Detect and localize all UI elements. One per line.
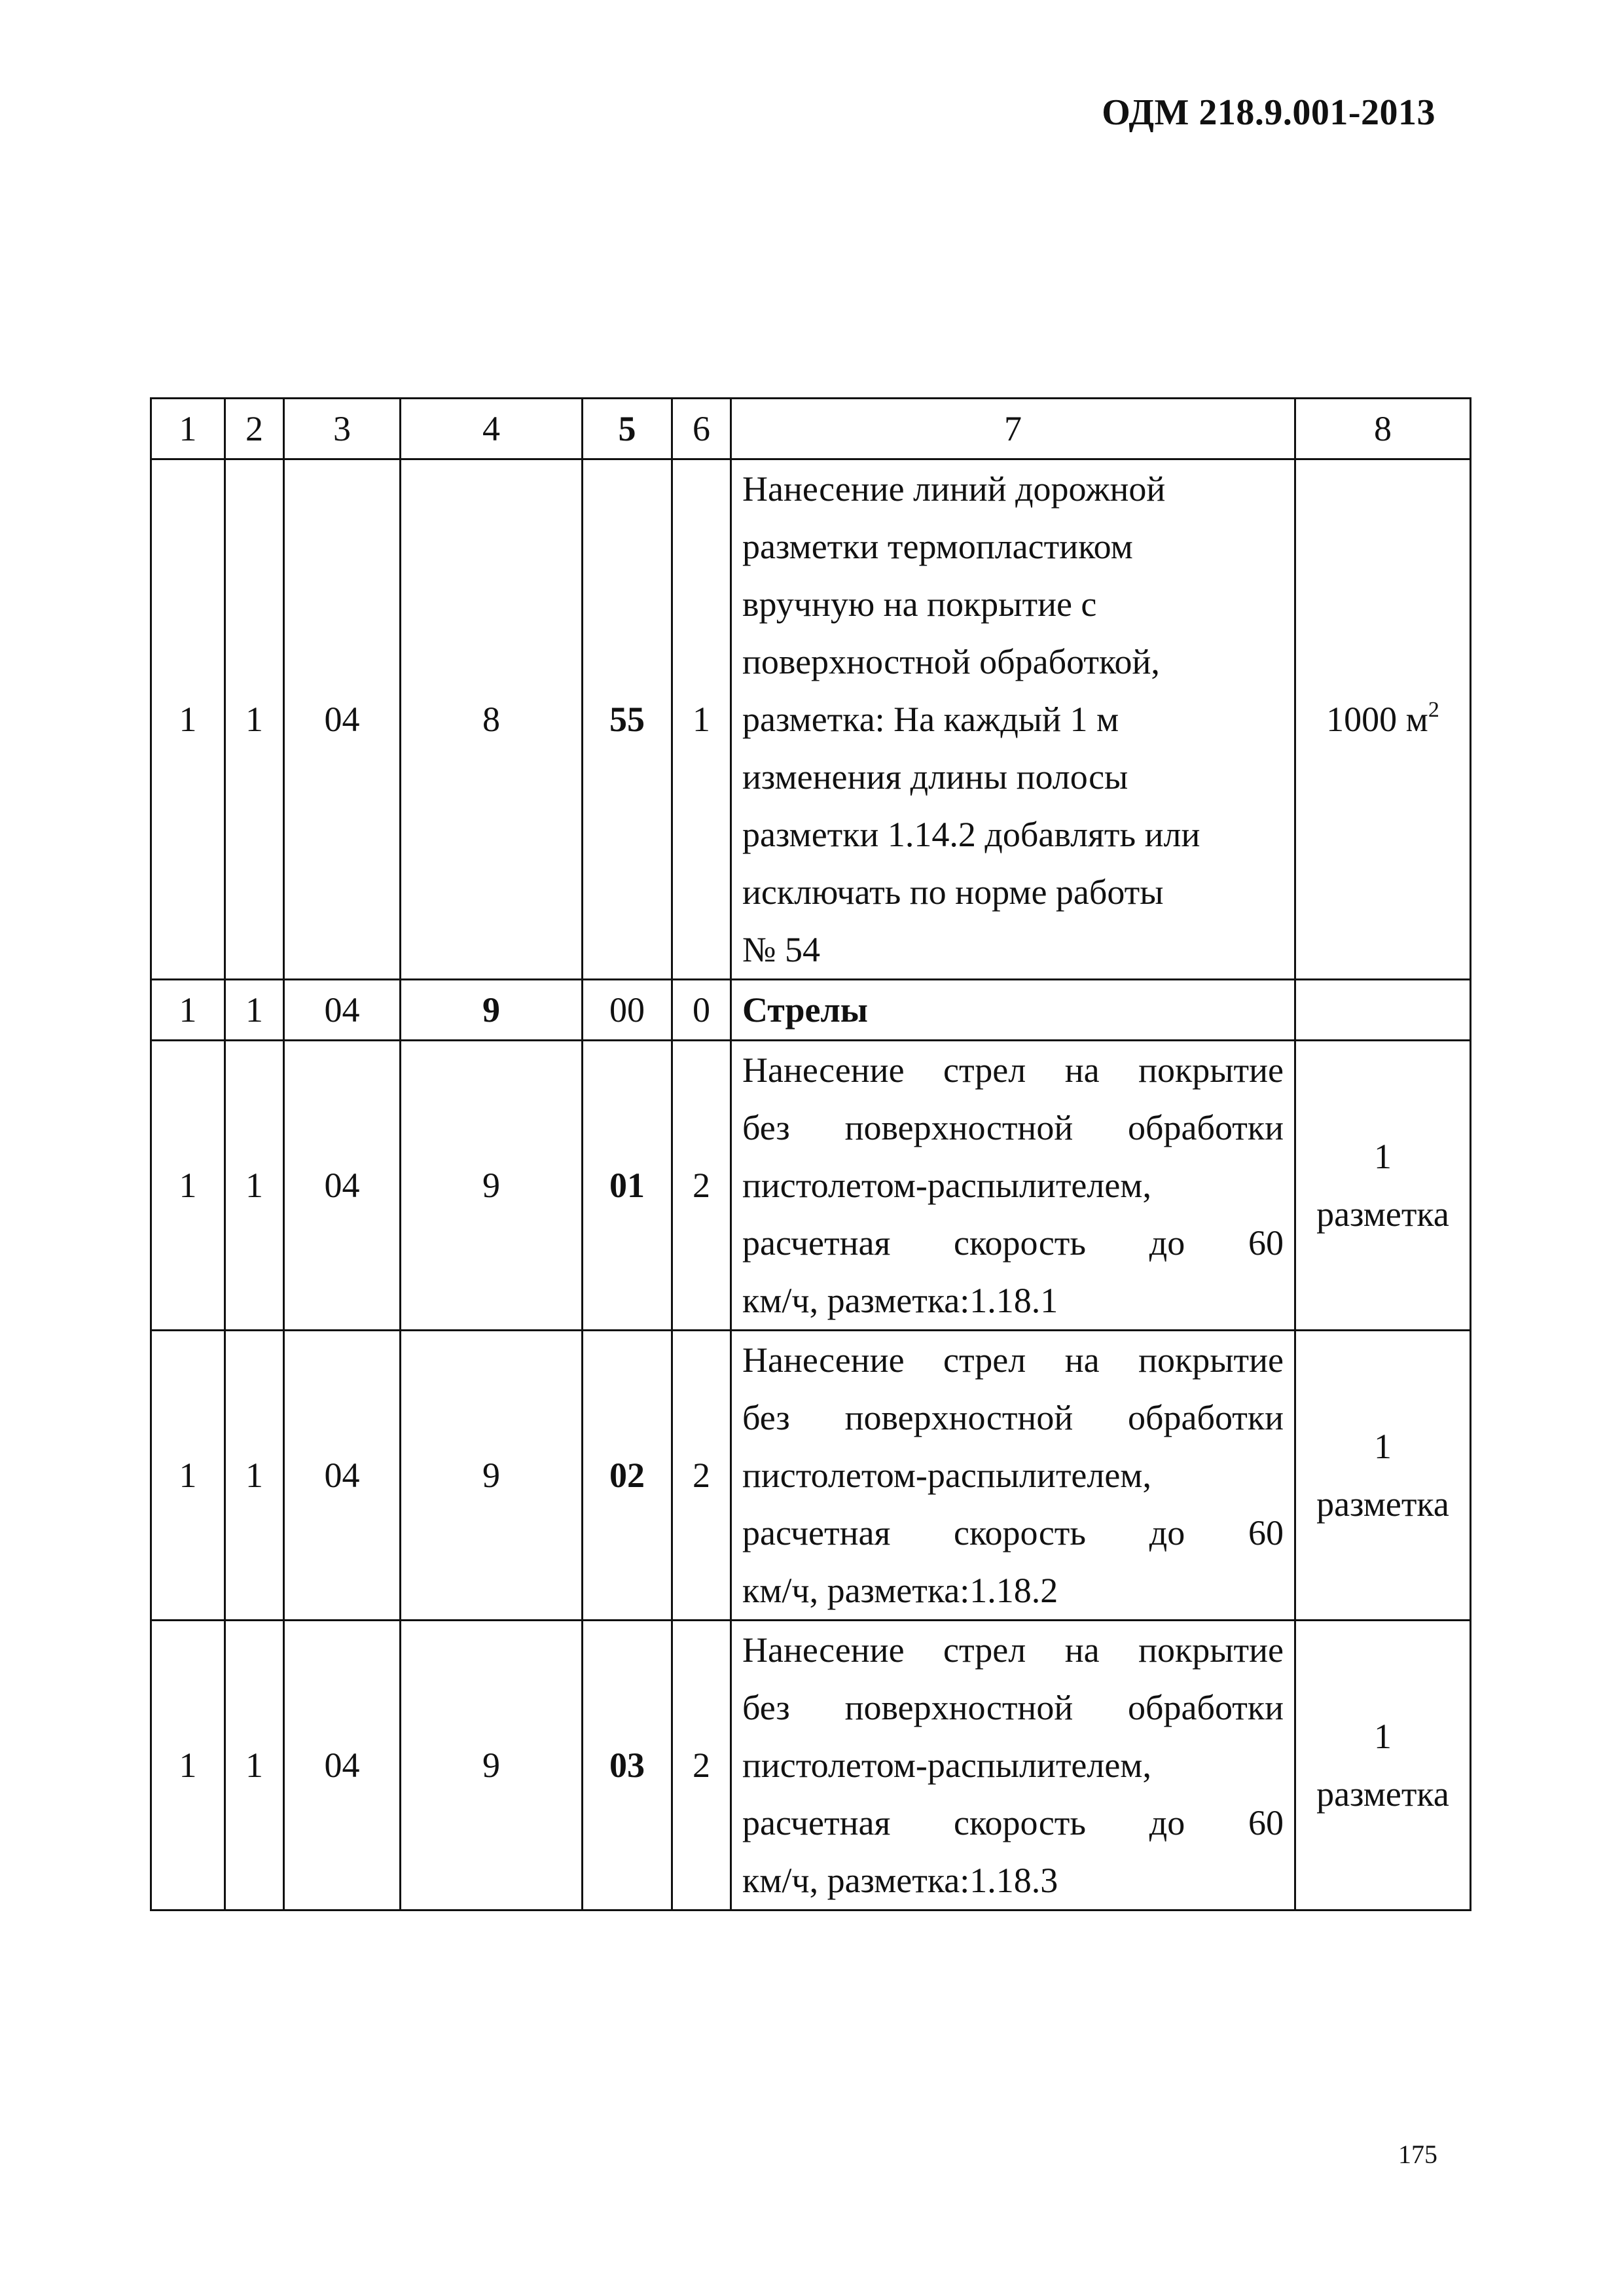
cell-unit	[1295, 1621, 1471, 1910]
description-line: пистолетом-распылителем,	[742, 1456, 1151, 1495]
cell-c6: 1	[672, 459, 731, 980]
unit-name: разметка	[1316, 1194, 1449, 1234]
classifier-table	[150, 397, 1471, 1911]
header-cell-2: 2	[225, 399, 284, 459]
cell-c4: 9	[401, 980, 583, 1041]
cell-c3: 04	[284, 459, 401, 980]
table-row	[151, 459, 1471, 980]
unit-count: 1	[1374, 1137, 1392, 1176]
cell-c3: 04	[284, 980, 401, 1041]
cell-c1: 1	[151, 1621, 225, 1910]
description-line: № 54	[742, 930, 821, 969]
description-line: км/ч, разметка:1.18.3	[742, 1861, 1058, 1900]
description-line: расчетная скорость до 60	[742, 1513, 1284, 1552]
cell-unit	[1295, 1331, 1471, 1621]
cell-c2: 1	[225, 459, 284, 980]
cell-c1: 1	[151, 459, 225, 980]
cell-unit	[1295, 459, 1471, 980]
description-line: пистолетом-распылителем,	[742, 1746, 1151, 1785]
cell-c3: 04	[284, 1041, 401, 1331]
description-line: разметки термопластиком	[742, 527, 1133, 566]
cell-c4: 9	[401, 1041, 583, 1331]
cell-c2: 1	[225, 1621, 284, 1910]
description-line: Нанесение стрел на покрытие	[742, 1050, 1284, 1090]
header-cell-6: 6	[672, 399, 731, 459]
unit-name: разметка	[1316, 1484, 1449, 1524]
description-line: расчетная скорость до 60	[742, 1223, 1284, 1263]
table-row	[151, 1331, 1471, 1621]
cell-c5: 02	[583, 1331, 672, 1621]
cell-c6: 2	[672, 1331, 731, 1621]
cell-c3: 04	[284, 1621, 401, 1910]
cell-c5: 00	[583, 980, 672, 1041]
description-line: без поверхностной обработки	[742, 1398, 1284, 1437]
page-number: 175	[1398, 2140, 1437, 2169]
description-line: км/ч, разметка:1.18.2	[742, 1571, 1058, 1610]
table-header-row	[151, 399, 1471, 459]
header-cell-1: 1	[151, 399, 225, 459]
header-cell-8: 8	[1295, 399, 1471, 459]
description-line: Нанесение линий дорожной	[742, 469, 1166, 509]
cell-c2: 1	[225, 980, 284, 1041]
cell-c1: 1	[151, 980, 225, 1041]
table-row	[151, 1041, 1471, 1331]
description-line: пистолетом-распылителем,	[742, 1166, 1151, 1205]
description-line: разметка: На каждый 1 м	[742, 700, 1119, 739]
unit-count: 1	[1374, 1427, 1392, 1466]
table-row	[151, 1621, 1471, 1910]
unit-text: 1000 м	[1326, 700, 1428, 739]
header-cell-3: 3	[284, 399, 401, 459]
description-line: Нанесение стрел на покрытие	[742, 1630, 1284, 1670]
cell-c1: 1	[151, 1331, 225, 1621]
cell-unit	[1295, 1041, 1471, 1331]
description-line: разметки 1.14.2 добавлять или	[742, 815, 1200, 854]
cell-c2: 1	[225, 1331, 284, 1621]
description-line: без поверхностной обработки	[742, 1688, 1284, 1727]
description-line: Нанесение стрел на покрытие	[742, 1340, 1284, 1380]
unit-superscript: 2	[1428, 698, 1439, 722]
unit-name: разметка	[1316, 1774, 1449, 1814]
description-line: км/ч, разметка:1.18.1	[742, 1281, 1058, 1320]
unit-count: 1	[1374, 1717, 1392, 1756]
cell-c5: 55	[583, 459, 672, 980]
cell-c5: 01	[583, 1041, 672, 1331]
cell-c4: 9	[401, 1331, 583, 1621]
header-cell-5: 5	[583, 399, 672, 459]
cell-c1: 1	[151, 1041, 225, 1331]
cell-c6: 0	[672, 980, 731, 1041]
cell-c4: 9	[401, 1621, 583, 1910]
header-cell-4: 4	[401, 399, 583, 459]
description-line: без поверхностной обработки	[742, 1108, 1284, 1147]
document-code: ОДМ 218.9.001-2013	[1102, 92, 1435, 133]
cell-c2: 1	[225, 1041, 284, 1331]
cell-c3: 04	[284, 1331, 401, 1621]
description-line: исключать по норме работы	[742, 872, 1164, 912]
cell-description	[731, 1331, 1295, 1621]
cell-description	[731, 1621, 1295, 1910]
cell-unit	[1295, 980, 1471, 1041]
description-line: поверхностной обработкой,	[742, 642, 1160, 681]
description-line: изменения длины полосы	[742, 757, 1128, 797]
table-row	[151, 980, 1471, 1041]
cell-c4: 8	[401, 459, 583, 980]
cell-description	[731, 1041, 1295, 1331]
header-cell-7: 7	[731, 399, 1295, 459]
description-line: расчетная скорость до 60	[742, 1803, 1284, 1842]
cell-description: Стрелы	[731, 980, 1295, 1041]
cell-c6: 2	[672, 1621, 731, 1910]
cell-c5: 03	[583, 1621, 672, 1910]
cell-description	[731, 459, 1295, 980]
description-line: вручную на покрытие с	[742, 584, 1097, 624]
cell-c6: 2	[672, 1041, 731, 1331]
